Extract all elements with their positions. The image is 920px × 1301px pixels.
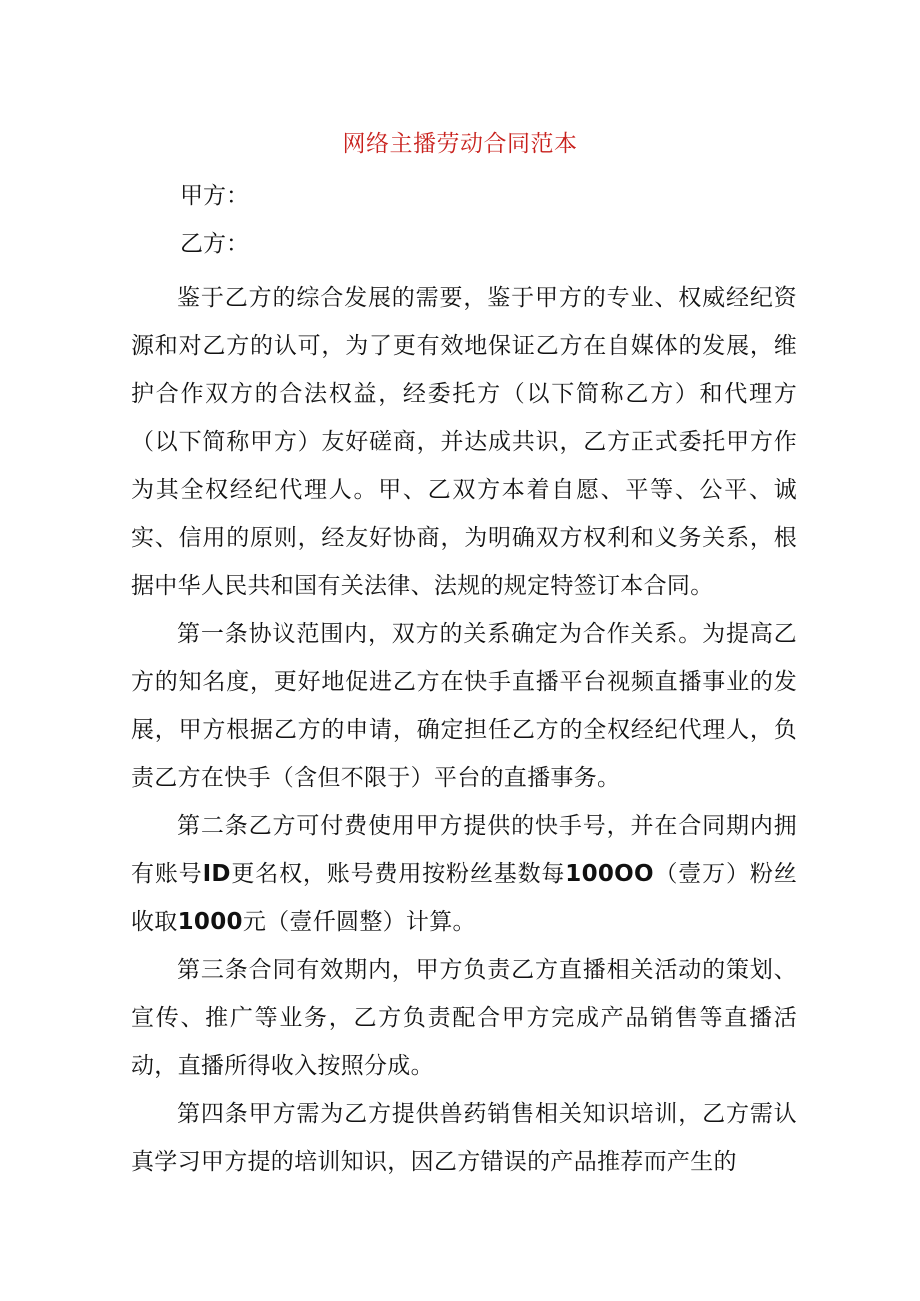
preamble-paragraph: 鉴于乙方的综合发展的需要，鉴于甲方的专业、权威经纪资源和对乙方的认可，为了更有效地保证乙方在自媒体的发展，维护合作双方的合法权益，经委托方（以下简称乙方）和代理方（以下简称甲方）友好磋商，并达成共识，乙方正式委托甲方作为其全权经纪代理人。甲、乙双方本着自愿、平等、公平、诚实、信用的原则，经友好协商，为明确双方权利和义务关系，根据中华人民共和国有关法律、法规的规定特签订本合同。 [131,285,797,599]
party-a-label: 甲方： [180,183,249,209]
article-3-paragraph: 第三条合同有效期内，甲方负责乙方直播相关活动的策划、宣传、推广等业务，乙方负责配合甲方完成产品销售等直播活动，直播所得收入按照分成。 [131,957,797,1079]
article-4-paragraph: 第四条甲方需为乙方提供兽药销售相关知识培训，乙方需认真学习甲方提的培训知识，因乙方错误的产品推荐而产生的 [131,1101,797,1175]
article-2-id: ID [202,861,231,887]
article-1-paragraph: 第一条协议范围内，双方的关系确定为合作关系。为提高乙方的知名度，更好地促进乙方在快手直播平台视频直播事业的发展，甲方根据乙方的申请，确定担任乙方的全权经纪代理人，负责乙方在快手（含但不限于）平台的直播事务。 [131,621,797,791]
article-2-text-3: （壹万）粉丝收取 [131,861,797,935]
party-b-label: 乙方： [180,231,249,257]
contract-body [131,274,797,1186]
article-2-paragraph [131,802,797,946]
article-2-text-2: 更名权，账号费用按粉丝基数每 [230,861,566,887]
document-title: 网络主播劳动合同范本 [342,131,578,157]
article-2-text-1: 第二条乙方可付费使用甲方提供的快手号，并在合同期内拥有账号 [131,813,797,887]
article-2-count: 100OO [565,861,654,887]
article-2-amount: 1000 [177,909,243,935]
article-2-text-4: 元（壹仟圆整）计算。 [242,909,476,935]
